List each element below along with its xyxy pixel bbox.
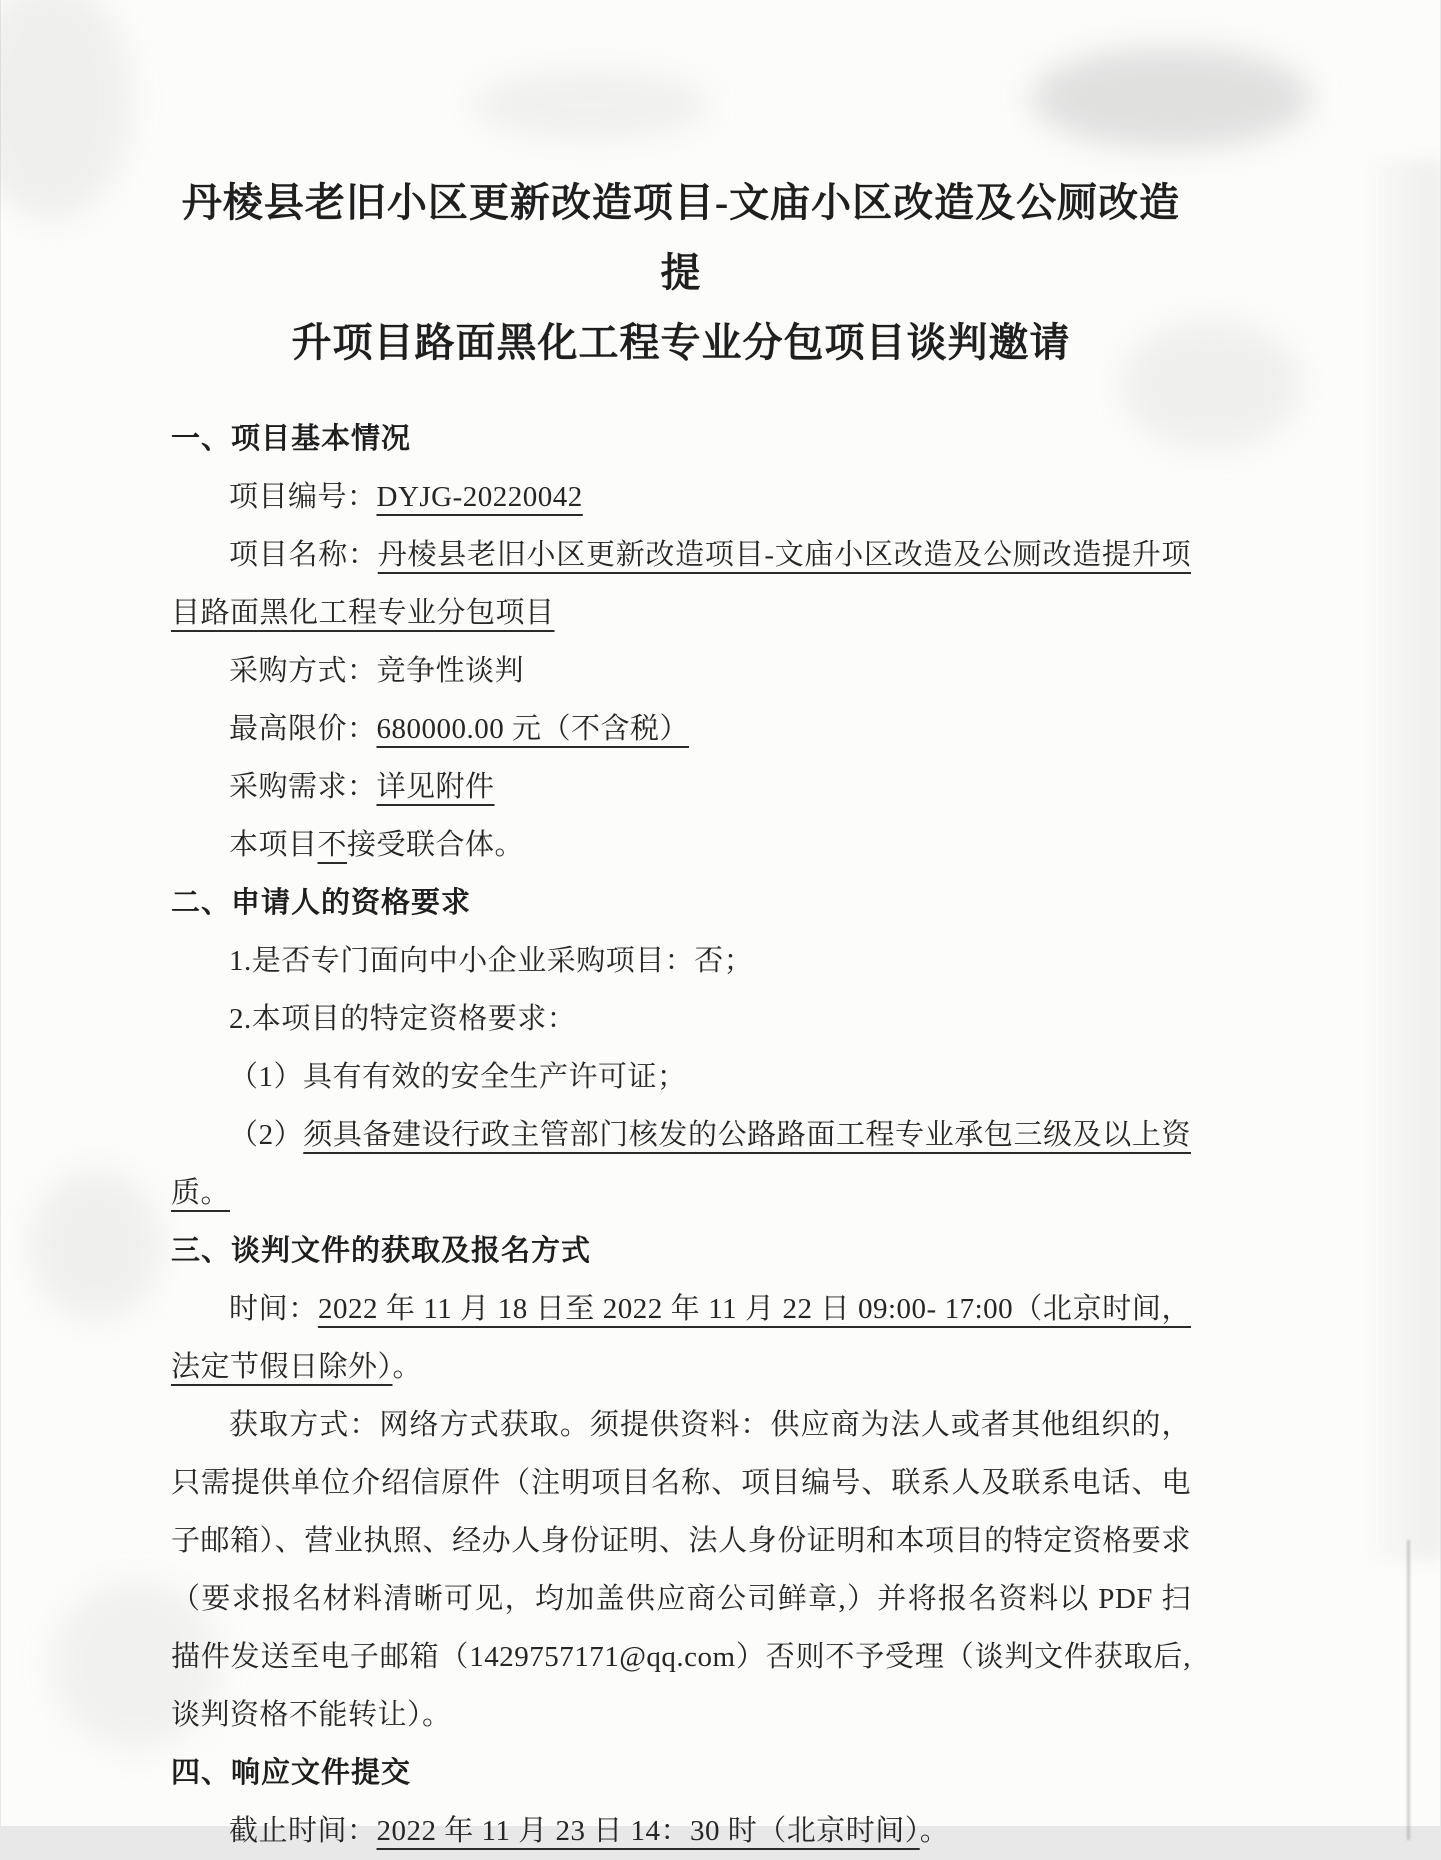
text-run: 最高限价：: [229, 713, 377, 745]
text-run: 采购需求：: [229, 771, 377, 803]
document-title-line-1: 丹棱县老旧小区更新改造项目-文庙小区改造及公厕改造提: [181, 180, 1181, 295]
field-deadline: [171, 1802, 1191, 1860]
underlined-text: 不: [317, 829, 348, 861]
scan-smudge: [1031, 48, 1311, 148]
underlined-text: 须具备建设行政主管部门核发的公路路面工程专业承包三级及以上资质。: [171, 1119, 1191, 1209]
document-body: [171, 410, 1191, 1860]
underlined-text: 2022 年 11 月 18 日至 2022 年 11 月 22 日 09:00- 17:00（北京时间，法定节假日除外）: [171, 1293, 1191, 1383]
section-2-heading: [171, 874, 1191, 932]
underlined-text: 680000.00 元（不含税）: [376, 713, 690, 745]
scan-smudge: [31, 1170, 161, 1320]
text-run: 项目名称：: [229, 539, 378, 571]
underlined-text: 2022 年 11 月 23 日 14：30 时（北京时间）: [376, 1815, 920, 1847]
scan-smudge: [0, 0, 131, 220]
text-run: 采购方式：竞争性谈判: [229, 655, 525, 687]
scanned-document-page: [1, 0, 1440, 1847]
field-obtain-time: [171, 1280, 1191, 1396]
document-content: [171, 168, 1191, 1860]
text-run: 时间：: [229, 1293, 318, 1325]
qualification-item-2: [171, 990, 1191, 1048]
section-1-heading: [171, 410, 1191, 468]
text-run: （1）具有有效的安全生产许可证；: [229, 1061, 687, 1093]
qualification-item-2-2: [171, 1106, 1191, 1222]
underlined-text: DYJG-20220042: [376, 481, 583, 513]
scan-smudge: [471, 70, 711, 140]
text-run: 四、响应文件提交: [171, 1757, 412, 1789]
text-run: 项目编号：: [229, 481, 377, 513]
text-run: 一、项目基本情况: [171, 423, 412, 455]
field-procurement-method: [171, 642, 1191, 700]
document-title: [171, 168, 1191, 378]
qualification-item-2-1: [171, 1048, 1191, 1106]
field-obtain-method: [171, 1396, 1191, 1744]
text-run: 2.本项目的特定资格要求：: [229, 1003, 577, 1035]
qualification-item-1: [171, 932, 1191, 990]
text-run: 。: [392, 1351, 423, 1383]
scan-shadow-band: [1361, 160, 1441, 1560]
field-project-name: [171, 526, 1191, 642]
field-project-number: [171, 468, 1191, 526]
scan-edge-line: [1407, 1540, 1410, 1840]
text-run: 三、谈判文件的获取及报名方式: [171, 1235, 592, 1267]
underlined-text: 详见附件: [376, 771, 495, 803]
section-3-heading: [171, 1222, 1191, 1280]
section-4-heading: [171, 1744, 1191, 1802]
text-run: 。: [919, 1815, 950, 1847]
text-run: 二、申请人的资格要求: [171, 887, 472, 919]
field-max-price: [171, 700, 1191, 758]
text-run: 接受联合体。: [347, 829, 525, 861]
text-run: 获取方式：网络方式获取。须提供资料：供应商为法人或者其他组织的，只需提供单位介绍信原件（注明项目名称、项目编号、联系人及联系电话、电子邮箱）、营业执照、经办人身份证明、法人身份证明和本项目的特定资格要求（要求报名材料清晰可见，均加盖供应商公司鲜章,）并将报名资料以 PDF 扫描件发送至电子邮箱（1429757171@qq.com）否则不予受理（谈判文件获取后,谈判资格不能转让）。: [171, 1409, 1191, 1731]
text-run: 截止时间：: [229, 1815, 377, 1847]
text-run: （2）: [229, 1119, 304, 1151]
text-run: 本项目: [229, 829, 318, 861]
field-procurement-demand: [171, 758, 1191, 816]
text-run: 1.是否专门面向中小企业采购项目：否；: [229, 945, 754, 977]
document-title-line-2: 升项目路面黑化工程专业分包项目谈判邀请: [291, 320, 1071, 365]
underlined-text: 丹棱县老旧小区更新改造项目-文庙小区改造及公厕改造提升项目路面黑化工程专业分包项目: [171, 539, 1191, 629]
note-no-consortium: [171, 816, 1191, 874]
